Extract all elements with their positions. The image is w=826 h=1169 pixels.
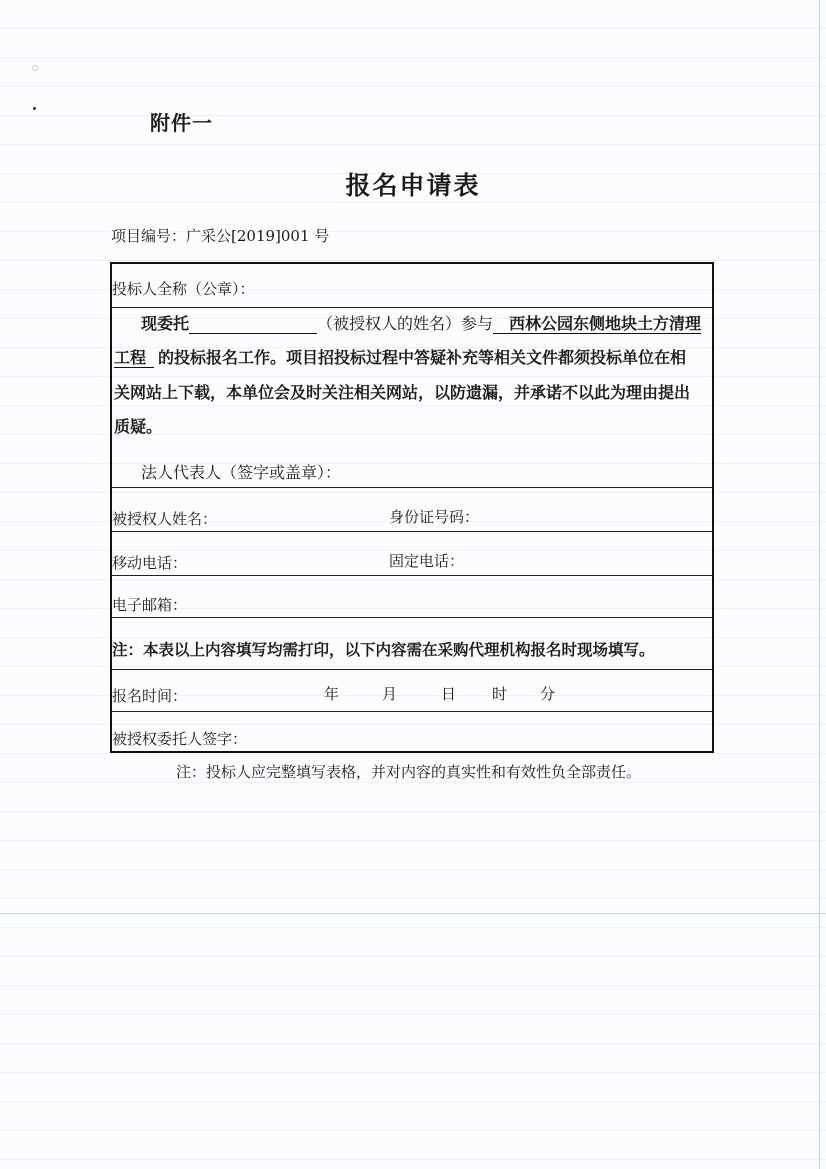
registration-time-row bbox=[112, 670, 712, 712]
auth-line-2 bbox=[114, 345, 686, 368]
entrust-prefix: 现委托 bbox=[141, 314, 190, 333]
day-unit: 日 bbox=[441, 685, 457, 703]
note-row bbox=[112, 618, 712, 670]
legal-rep-label: 法人代表人（签字或盖章）： bbox=[141, 463, 342, 482]
authorized-person-row bbox=[112, 488, 712, 532]
signature-label: 被授权委托人签字： bbox=[112, 730, 248, 748]
scan-dot bbox=[33, 107, 36, 110]
authorized-name-label: 被授权人姓名： bbox=[112, 510, 218, 528]
id-number-label: 身份证号码： bbox=[389, 508, 480, 526]
phone-row bbox=[112, 532, 712, 576]
auth-line-2-text: 的投标报名工作。项目招投标过程中答疑补充等相关文件都须投标单位在相 bbox=[158, 348, 687, 367]
note-text: 注：本表以上内容填写均需打印，以下内容需在采购代理机构报名时现场填写。 bbox=[112, 640, 655, 659]
registration-form bbox=[110, 262, 714, 753]
page-title: 报名申请表 bbox=[345, 171, 481, 200]
email-row bbox=[112, 576, 712, 618]
authorized-name-blank[interactable] bbox=[189, 315, 317, 334]
landline-label: 固定电话： bbox=[389, 552, 465, 570]
footnote: 注：投标人应完整填写表格，并对内容的真实性和有效性负全部责任。 bbox=[176, 763, 642, 781]
scan-rule-line bbox=[0, 913, 826, 914]
auth-line-1 bbox=[141, 311, 701, 334]
bidder-name-row bbox=[112, 264, 712, 308]
email-label: 电子邮箱： bbox=[112, 596, 188, 614]
minute-unit: 分 bbox=[540, 685, 556, 703]
reg-time-label: 报名时间： bbox=[112, 687, 188, 705]
signature-row bbox=[112, 712, 712, 751]
project-name-part-1: 西林公园东侧地块土方清理 bbox=[493, 315, 701, 334]
scan-speck bbox=[32, 65, 38, 71]
year-unit: 年 bbox=[324, 685, 340, 703]
month-unit: 月 bbox=[382, 685, 398, 703]
project-number: 项目编号：广采公[2019]001 号 bbox=[111, 227, 330, 245]
authorization-block bbox=[112, 308, 712, 488]
auth-line-3: 关网站上下载，本单位会及时关注相关网站，以防遗漏，并承诺不以此为理由提出 bbox=[114, 383, 691, 402]
mobile-label: 移动电话： bbox=[112, 554, 188, 572]
auth-line-4: 质疑。 bbox=[114, 417, 163, 436]
hour-unit: 时 bbox=[492, 685, 508, 703]
attachment-label: 附件一 bbox=[150, 111, 213, 135]
project-name-part-2: 工程 bbox=[114, 349, 154, 368]
bidder-name-label: 投标人全称（公章）： bbox=[112, 280, 255, 298]
entrust-mid: （被授权人的姓名）参与 bbox=[317, 314, 494, 333]
